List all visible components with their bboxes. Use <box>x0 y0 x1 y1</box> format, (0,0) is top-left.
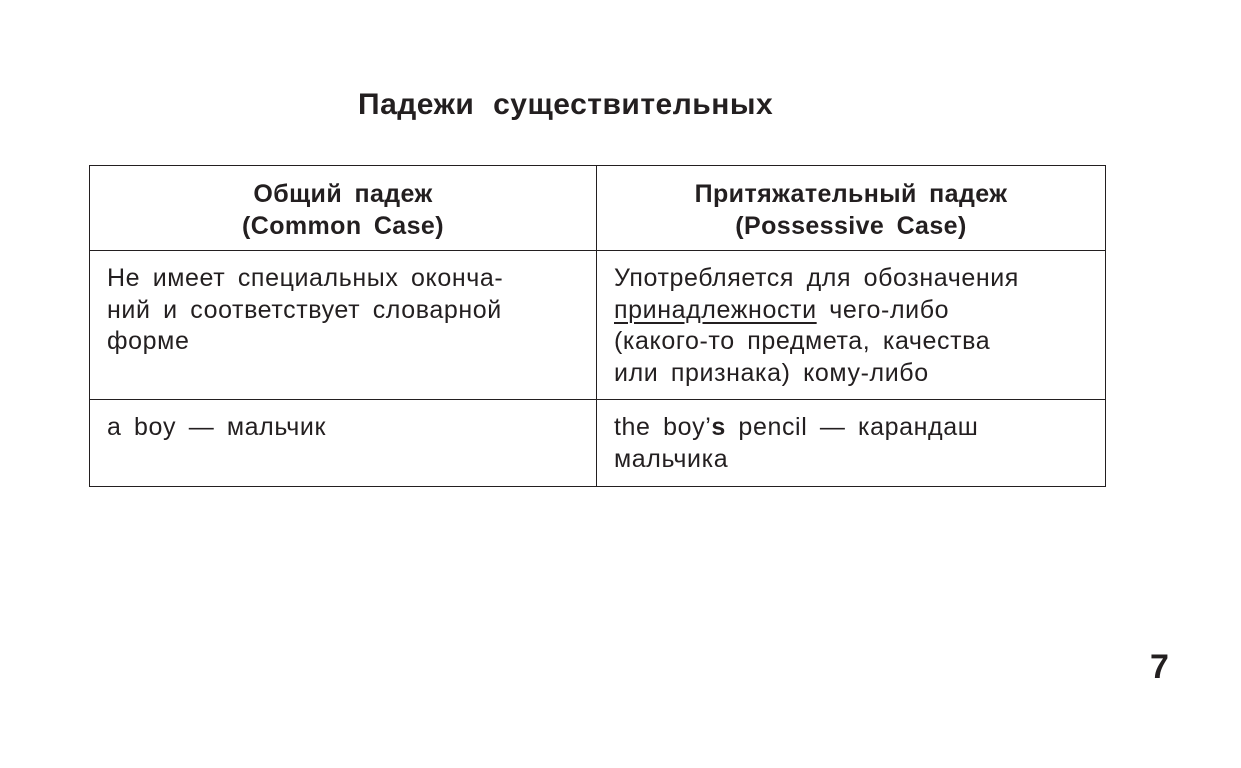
example-possessive-prefix: the boy’ <box>614 413 712 441</box>
description-common-line: форме <box>107 327 190 355</box>
description-possessive-line: или признака) кому-либо <box>614 358 929 387</box>
example-possessive-line: мальчика <box>614 444 729 473</box>
possessive-ending: s <box>711 413 726 441</box>
example-possessive-line <box>614 412 1088 444</box>
description-possessive-text: чего-либо <box>816 295 950 324</box>
description-common-case <box>90 251 597 400</box>
header-possessive-case-name: Притяжательный падеж <box>694 180 1008 208</box>
page-title: Падежи существительных <box>358 88 774 121</box>
noun-cases-table <box>89 165 1106 487</box>
description-possessive-case <box>597 251 1106 400</box>
table-row-example <box>90 400 1106 487</box>
header-common-case-name: Общий падеж <box>253 180 433 208</box>
header-possessive-case-english: (Possessive Case) <box>735 212 967 240</box>
example-possessive-case <box>597 400 1106 487</box>
header-possessive-case <box>597 166 1106 251</box>
description-possessive-line: (какого-то предмета, качества <box>614 327 991 355</box>
description-common-line: ний и соответствует словарной <box>107 295 502 324</box>
example-common-line: a boy — мальчик <box>107 413 327 441</box>
table-header-row <box>90 166 1106 251</box>
example-common-case <box>90 400 597 487</box>
description-possessive-line <box>614 295 1088 327</box>
page-number: 7 <box>1150 648 1169 686</box>
description-common-line: Не имеет специальных оконча- <box>107 264 504 292</box>
description-possessive-line: Употребляется для обозначения <box>614 264 1019 292</box>
table-row-description <box>90 251 1106 400</box>
header-common-case <box>90 166 597 251</box>
header-common-case-english: (Common Case) <box>242 212 444 240</box>
underlined-term: принадлежности <box>614 295 817 324</box>
example-possessive-rest: pencil — карандаш <box>725 413 979 441</box>
